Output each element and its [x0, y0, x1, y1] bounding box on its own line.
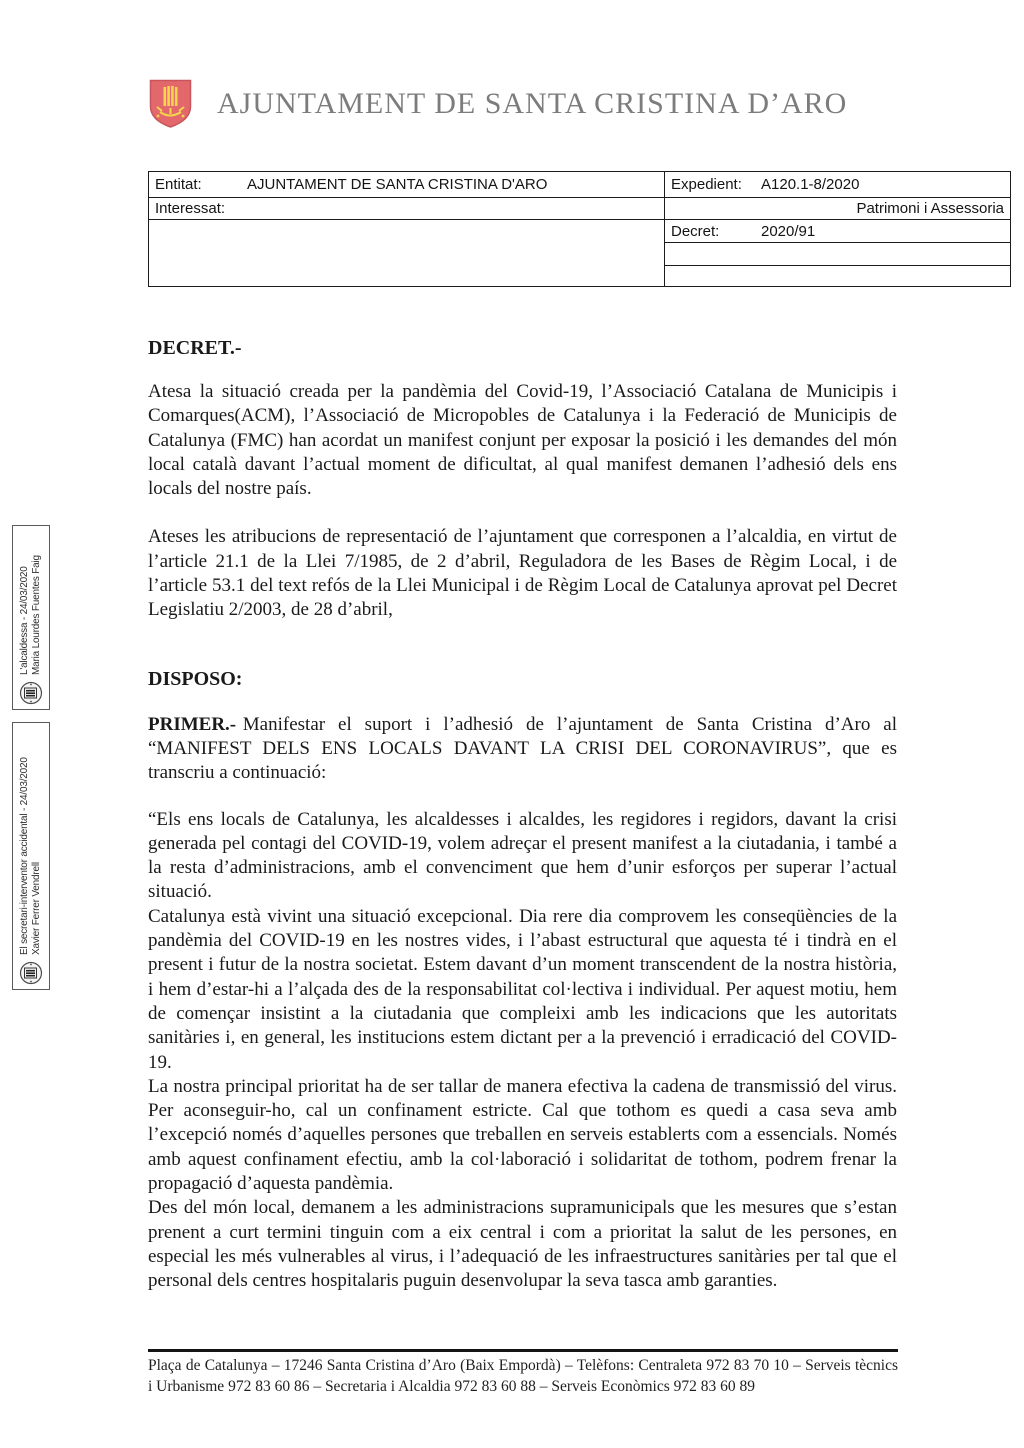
organization-title: AJUNTAMENT DE SANTA CRISTINA D’ARO — [217, 87, 848, 120]
expedient-label: Expedient: — [671, 176, 742, 193]
disposo-heading: DISPOSO: — [148, 667, 243, 690]
footer-contact-text: Plaça de Catalunya – 17246 Santa Cristina d’Aro (Baix Empordà) – Telèfons: Centraleta 972 83 70 10 – Serveis tècnics i Urbanisme 972 83 60 86 – Secretaria i Alcaldia 972 83 60 88 – Serveis Econòmics 972 83 60 89 — [148, 1357, 898, 1395]
stamp-name: Maria Lourdes Fuentes Faig — [31, 555, 42, 675]
paragraph-atesa: Atesa la situació creada per la pandèmia del Covid-19, l’Associació Catalana de Municipis i Comarques(ACM), l’Associació de Micropobles de Catalunya i la Federació de Municipis de Catalunya (FMC) han acordat un manifest conjunt per exposar la posició i les demandes del món local català davant l’actual moment de dificultat, al qual manifest demanen l’adhesió dels ens locals del nostre país. — [148, 381, 897, 500]
entitat-value: AJUNTAMENT DE SANTA CRISTINA D'ARO — [247, 176, 548, 193]
case-metadata-table — [148, 171, 1011, 287]
meta-table-empty-cell — [665, 266, 1011, 287]
manifest-paragraph: Des del món local, demanem a les administracions supramunicipals que les mesures que s’estan prenent a curt termini tinguin com a eix central i com a prioritat la salut de les persones, en especial les més vulnerables al virus, i l’adequació de les infraestructures sanitàries per tal que el personal dels centres hospitalaris puguin desenvolupar la seva tasca amb garanties. — [148, 1197, 897, 1292]
decret-heading: DECRET.- — [148, 337, 242, 359]
decret-label: Decret: — [671, 222, 720, 240]
stamp-name: Xavier Ferrer Vendrell — [31, 862, 42, 955]
meta-table-empty-cell — [665, 243, 1011, 266]
expedient-cell — [665, 172, 1011, 198]
expedient-value: A120.1-8/2020 — [761, 176, 860, 193]
decret-cell — [665, 220, 1011, 243]
signature-stamp-alcaldessa — [12, 525, 50, 710]
stamp-text — [19, 555, 44, 675]
stamp-role-date: El secretari-interventor accidental - 24/03/2020 — [18, 757, 30, 955]
signature-stamp-content — [12, 722, 50, 990]
signature-stamp-content — [12, 525, 50, 710]
paragraph-primer — [148, 713, 897, 786]
manifest-paragraph: “Els ens locals de Catalunya, les alcaldesses i alcaldes, les regidores i regidors, davant la crisi generada pel contagi del COVID-19, volem adreçar el present manifest a la ciutadania, i també a la resta d’administracions, amb el convenciment que hem d’unir esforços per superar l’actual situació. — [148, 808, 897, 903]
seal-icon — [18, 960, 44, 986]
manifest-paragraph: Catalunya està vivint una situació excepcional. Dia rere dia comprovem les conseqüències de la pandèmia del COVID-19 en les nostres vides, i l’abast estructural que aquesta té i tindrà en el present i futur de la nostra societat. Estem davant d’un moment transcendent de la nostra història, i hem d’estar-hi a l’alçada des de la responsabilitat col·lectiva i individual. Per aquest motiu, hem de començar insistint a la ciutadania que compleixi amb les indicacions que les autoritats sanitàries i, en general, les institucions estem dictant per a la prevenció i erradicació del COVID-19. — [148, 905, 897, 1073]
entitat-label: Entitat: — [155, 176, 202, 193]
meta-table-empty-left-cell — [149, 220, 665, 287]
manifest-paragraph: La nostra principal prioritat ha de ser tallar de manera efectiva la cadena de transmissió del virus. Per aconseguir-ho, cal un confinament estricte. Cal que tothom es quedi a casa seva amb l’excepció només d’aquelles persones que treballen en serveis establerts com a essencials. Només amb aquest confinament efectiu, amb la col·laboració i solidaritat de tothom, podrem frenar la propagació d’aquesta pandèmia. — [148, 1075, 897, 1195]
primer-text: Manifestar el suport i l’adhesió de l’ajuntament de Santa Cristina d’Aro al “MANIFEST DELS ENS LOCALS DAVANT LA CRISI DEL CORONAVIRUS”, que es transcriu a continuació: — [148, 713, 897, 784]
document-header — [148, 78, 847, 130]
stamp-text — [19, 757, 44, 955]
document-body — [148, 336, 897, 1294]
paragraph-ateses: Ateses les atribucions de representació de l’ajuntament que corresponen a l’alcaldia, en virtut de l’article 21.1 de la Llei 7/1985, de 2 d’abril, Reguladora de les Bases de Règim Local, i de l’article 53.1 del text refós de la Llei Municipal i de Règim Local de Catalunya aprovat pel Decret Legislatiu 2/2003, de 28 d’abril, — [148, 526, 897, 621]
entitat-cell — [149, 172, 665, 198]
interessat-label: Interessat: — [155, 200, 226, 217]
signature-stamp-secretari — [12, 722, 50, 990]
seal-icon — [18, 680, 44, 706]
department-cell: Patrimoni i Assessoria — [665, 198, 1011, 220]
primer-label: PRIMER.- — [148, 713, 237, 735]
coat-of-arms-icon — [148, 78, 193, 130]
document-footer — [148, 1349, 898, 1397]
stamp-role-date: L'alcaldessa - 24/03/2020 — [18, 566, 30, 675]
interessat-cell — [149, 198, 665, 220]
decret-value: 2020/91 — [761, 222, 816, 240]
